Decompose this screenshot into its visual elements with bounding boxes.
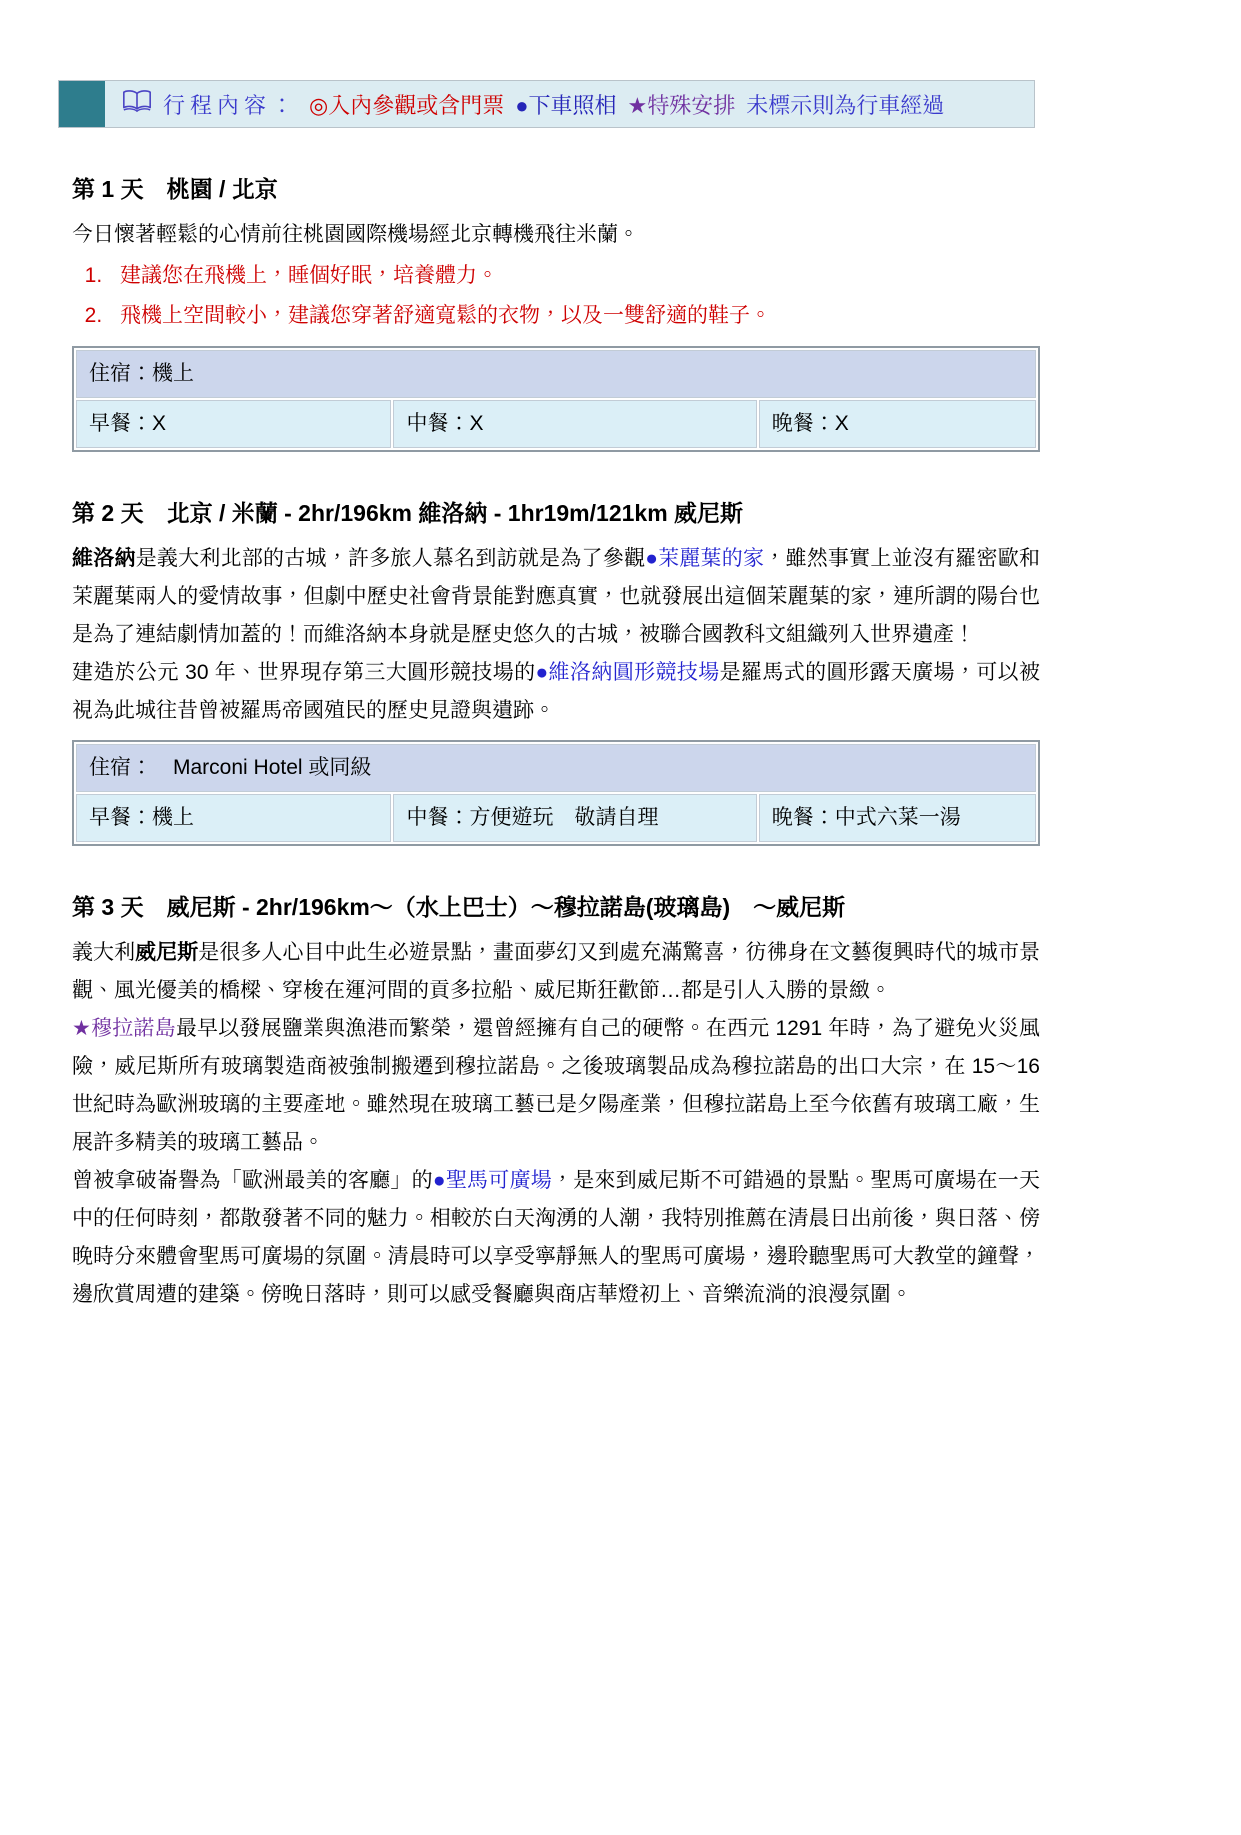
text-run: 曾被拿破崙譽為「歐洲最美的客廳」的 xyxy=(72,1169,433,1192)
itinerary-page xyxy=(0,80,1241,1835)
hotel-row xyxy=(76,744,1036,792)
meal-cell: 早餐：X xyxy=(76,400,391,448)
meal-cell: 中餐：X xyxy=(393,400,756,448)
poi-link[interactable]: ●維洛納圓形競技場 xyxy=(535,661,720,684)
meals-row xyxy=(76,400,1036,448)
text-run: 是羅馬式的圓形露天廣場，可以被視為此城往昔曾被羅馬帝國殖民的歷史見證與遺跡。 xyxy=(72,661,1041,722)
text-run: 今日懷著輕鬆的心情前往桃園國際機場經北京轉機飛往米蘭。 xyxy=(72,223,639,246)
day-paragraph xyxy=(72,1162,1040,1314)
day-paragraph xyxy=(72,216,1040,254)
text-run: 威尼斯 xyxy=(135,941,199,964)
meal-cell: 晚餐：X xyxy=(759,400,1036,448)
legend-item: 未標示則為行車經過 xyxy=(746,92,945,118)
hotel-row xyxy=(76,350,1036,398)
meals-row xyxy=(76,794,1036,842)
legend-item: ★特殊安排 xyxy=(627,92,736,118)
text-run: 是很多人心目中此生必遊景點，畫面夢幻又到處充滿驚喜，彷彿身在文藝復興時代的城市景觀、風光優美的橋樑、穿梭在運河間的貢多拉船、威尼斯狂歡節…都是引人入勝的景緻。 xyxy=(72,941,1041,1002)
legend-item: ●下車照相 xyxy=(515,92,617,118)
day-paragraph xyxy=(72,1010,1040,1162)
poi-link[interactable]: ●聖馬可廣場 xyxy=(432,1169,552,1192)
meals-table xyxy=(72,346,1040,452)
legend-title-text: 行程內容： xyxy=(163,92,299,118)
day-paragraph xyxy=(72,654,1040,730)
teal-accent-block xyxy=(59,81,105,127)
itinerary-days xyxy=(72,172,1040,1314)
day-section-2 xyxy=(72,496,1040,846)
meal-cell: 早餐：機上 xyxy=(76,794,391,842)
note-item: 2. 飛機上空間較小，建議您穿著舒適寬鬆的衣物，以及一雙舒適的鞋子。 xyxy=(108,296,1040,336)
day-title: 第 2 天 北京 / 米蘭 - 2hr/196km 維洛納 - 1hr19m/121km 威尼斯 xyxy=(72,500,744,526)
day-title: 第 3 天 威尼斯 - 2hr/196km～（水上巴士）～穆拉諾島(玻璃島) ～威尼斯 xyxy=(72,894,846,920)
legend-bar xyxy=(58,80,1035,128)
meal-cell: 中餐：方便遊玩 敬請自理 xyxy=(393,794,756,842)
day-paragraph xyxy=(72,540,1040,654)
special-arrangement-text: ★穆拉諾島 xyxy=(72,1017,176,1040)
day-title: 第 1 天 桃園 / 北京 xyxy=(72,176,278,202)
text-run: 維洛納 xyxy=(72,547,136,570)
day-section-3 xyxy=(72,890,1040,1314)
text-run: 建造於公元 30 年、世界現存第三大圓形競技場的 xyxy=(72,661,536,684)
day-notes xyxy=(72,256,1040,336)
text-run: 最早以發展鹽業與漁港而繁榮，還曾經擁有自己的硬幣。在西元 1291 年時，為了避免火災風險，威尼斯所有玻璃製造商被強制搬遷到穆拉諾島。之後玻璃製品成為穆拉諾島的出口大宗，在 15～16 世紀時為歐洲玻璃的主要產地。雖然現在玻璃工藝已是夕陽產業，但穆拉諾島上至今依舊有玻璃工廠，生展許多精美的玻璃工藝品。 xyxy=(72,1017,1040,1154)
text-run: 義大利 xyxy=(72,941,136,964)
text-run: 是義大利北部的古城，許多旅人慕名到訪就是為了參觀 xyxy=(135,547,646,570)
hotel-cell: 住宿： Marconi Hotel 或同級 xyxy=(76,744,1036,792)
meal-cell: 晚餐：中式六菜一湯 xyxy=(759,794,1036,842)
day-paragraph xyxy=(72,934,1040,1010)
note-item: 1. 建議您在飛機上，睡個好眠，培養體力。 xyxy=(108,256,1040,296)
text-run: ，是來到威尼斯不可錯過的景點。聖馬可廣場在一天中的任何時刻，都散發著不同的魅力。相較於白天洶湧的人潮，我特別推薦在清晨日出前後，與日落、傍晚時分來體會聖馬可廣場的氛圍。清晨時可以享受寧靜無人的聖馬可廣場，邊聆聽聖馬可大教堂的鐘聲，邊欣賞周遭的建築。傍晚日落時，則可以感受餐廳與商店華燈初上、音樂流淌的浪漫氛圍。 xyxy=(72,1169,1041,1306)
poi-link[interactable]: ●茉麗葉的家 xyxy=(645,547,765,570)
day-section-1 xyxy=(72,172,1040,452)
legend-content xyxy=(105,81,944,127)
text-run: ，雖然事實上並沒有羅密歐和茉麗葉兩人的愛情故事，但劇中歷史社會背景能對應真實，也就發展出這個茉麗葉的家，連所謂的陽台也是為了連結劇情加蓋的！而維洛納本身就是歷史悠久的古城，被聯合國教科文組織列入世界遺產！ xyxy=(72,547,1040,646)
hotel-cell: 住宿：機上 xyxy=(76,350,1036,398)
open-book-icon xyxy=(121,88,153,120)
legend-title xyxy=(121,88,298,120)
meals-table xyxy=(72,740,1040,846)
legend-item: ◎入內參觀或含門票 xyxy=(309,92,505,118)
